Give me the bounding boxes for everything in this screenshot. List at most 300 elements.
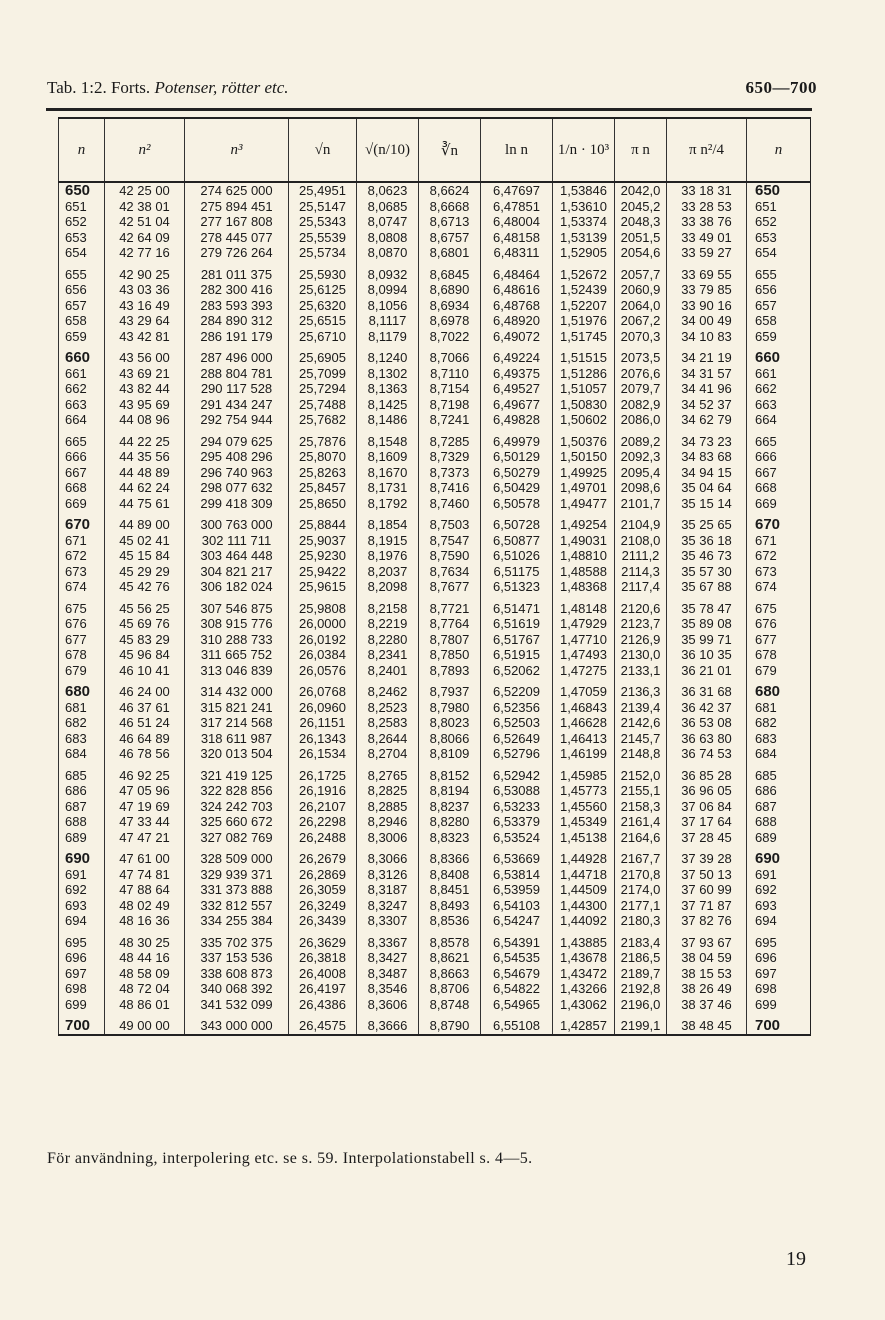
table-cell: 8,0994 xyxy=(357,282,419,298)
table-cell: 47 47 21 xyxy=(105,830,185,846)
table-cell: 2148,8 xyxy=(615,746,667,762)
table-cell: 666 xyxy=(59,449,105,465)
table-cell: 6,50728 xyxy=(481,511,553,533)
table-cell: 34 10 83 xyxy=(667,329,747,345)
table-cell: 2060,9 xyxy=(615,282,667,298)
table-cell: 8,7329 xyxy=(419,449,481,465)
table-cell: 8,8323 xyxy=(419,830,481,846)
table-cell: 25,5147 xyxy=(289,199,357,215)
table-cell: 8,3487 xyxy=(357,966,419,982)
table-cell: 8,2158 xyxy=(357,595,419,617)
table-cell: 310 288 733 xyxy=(185,632,289,648)
table-row xyxy=(59,783,811,799)
table-cell: 26,2488 xyxy=(289,830,357,846)
table-cell: 1,42857 xyxy=(553,1012,615,1035)
table-cell: 25,5343 xyxy=(289,214,357,230)
table-cell: 6,50877 xyxy=(481,533,553,549)
table-cell: 2126,9 xyxy=(615,632,667,648)
table-cell: 328 509 000 xyxy=(185,845,289,867)
table-cell: 6,47697 xyxy=(481,182,553,199)
table-cell: 8,8493 xyxy=(419,898,481,914)
table-cell: 673 xyxy=(747,564,811,580)
table-cell: 45 96 84 xyxy=(105,647,185,663)
table-cell: 26,3439 xyxy=(289,913,357,929)
table-cell: 650 xyxy=(59,182,105,199)
table-cell: 700 xyxy=(59,1012,105,1035)
table-cell: 43 29 64 xyxy=(105,313,185,329)
table-cell: 8,3126 xyxy=(357,867,419,883)
table-row xyxy=(59,245,811,261)
table-cell: 35 04 64 xyxy=(667,480,747,496)
table-cell: 48 86 01 xyxy=(105,997,185,1013)
table-cell: 8,7850 xyxy=(419,647,481,663)
table-cell: 275 894 451 xyxy=(185,199,289,215)
table-cell: 6,53669 xyxy=(481,845,553,867)
table-cell: 2139,4 xyxy=(615,700,667,716)
table-cell: 8,2523 xyxy=(357,700,419,716)
table-cell: 277 167 808 xyxy=(185,214,289,230)
table-cell: 1,51286 xyxy=(553,366,615,382)
table-cell: 317 214 568 xyxy=(185,715,289,731)
table-cell: 8,7503 xyxy=(419,511,481,533)
table-cell: 338 608 873 xyxy=(185,966,289,982)
table-cell: 42 90 25 xyxy=(105,261,185,283)
table-cell: 288 804 781 xyxy=(185,366,289,382)
table-cell: 696 xyxy=(747,950,811,966)
table-cell: 1,46843 xyxy=(553,700,615,716)
table-cell: 1,46413 xyxy=(553,731,615,747)
table-cell: 36 21 01 xyxy=(667,663,747,679)
table-cell: 8,0870 xyxy=(357,245,419,261)
table-cell: 1,51057 xyxy=(553,381,615,397)
table-cell: 1,50376 xyxy=(553,428,615,450)
table-cell: 34 21 19 xyxy=(667,344,747,366)
table-cell: 6,55108 xyxy=(481,1012,553,1035)
table-cell: 36 85 28 xyxy=(667,762,747,784)
table-cell: 670 xyxy=(59,511,105,533)
table-cell: 690 xyxy=(59,845,105,867)
table-cell: 2089,2 xyxy=(615,428,667,450)
table-cell: 1,45773 xyxy=(553,783,615,799)
table-row xyxy=(59,344,811,366)
table-cell: 35 67 88 xyxy=(667,579,747,595)
table-cell: 286 191 179 xyxy=(185,329,289,345)
table-cell: 2123,7 xyxy=(615,616,667,632)
table-cell: 1,47710 xyxy=(553,632,615,648)
table-row xyxy=(59,966,811,982)
table-cell: 1,45985 xyxy=(553,762,615,784)
table-cell: 35 78 47 xyxy=(667,595,747,617)
table-cell: 34 62 79 xyxy=(667,412,747,428)
table-row xyxy=(59,678,811,700)
table-cell: 25,9422 xyxy=(289,564,357,580)
table-cell: 8,3427 xyxy=(357,950,419,966)
table-cell: 36 53 08 xyxy=(667,715,747,731)
table-cell: 2117,4 xyxy=(615,579,667,595)
table-cell: 668 xyxy=(747,480,811,496)
table-cell: 2064,0 xyxy=(615,298,667,314)
table-cell: 8,2219 xyxy=(357,616,419,632)
table-cell: 25,7682 xyxy=(289,412,357,428)
table-cell: 8,7460 xyxy=(419,496,481,512)
table-cell: 34 73 23 xyxy=(667,428,747,450)
table-cell: 8,3066 xyxy=(357,845,419,867)
table-cell: 676 xyxy=(59,616,105,632)
table-row xyxy=(59,282,811,298)
table-cell: 1,53610 xyxy=(553,199,615,215)
table-cell: 692 xyxy=(747,882,811,898)
table-row xyxy=(59,449,811,465)
table-cell: 48 72 04 xyxy=(105,981,185,997)
table-cell: 685 xyxy=(59,762,105,784)
table-cell: 306 182 024 xyxy=(185,579,289,595)
table-cell: 651 xyxy=(59,199,105,215)
table-cell: 47 88 64 xyxy=(105,882,185,898)
table-cell: 655 xyxy=(59,261,105,283)
table-cell: 45 83 29 xyxy=(105,632,185,648)
table-row xyxy=(59,182,811,199)
table-cell: 2079,7 xyxy=(615,381,667,397)
table-cell: 37 93 67 xyxy=(667,929,747,951)
table-cell: 8,1976 xyxy=(357,548,419,564)
table-cell: 698 xyxy=(747,981,811,997)
table-row xyxy=(59,731,811,747)
table-cell: 43 56 00 xyxy=(105,344,185,366)
table-cell: 284 890 312 xyxy=(185,313,289,329)
table-cell: 8,6978 xyxy=(419,313,481,329)
table-cell: 25,9230 xyxy=(289,548,357,564)
table-row xyxy=(59,465,811,481)
table-cell: 675 xyxy=(747,595,811,617)
table-cell: 6,53524 xyxy=(481,830,553,846)
table-cell: 665 xyxy=(59,428,105,450)
table-cell: 8,7198 xyxy=(419,397,481,413)
table-cell: 35 46 73 xyxy=(667,548,747,564)
col-ln: ln n xyxy=(481,118,553,182)
table-cell: 48 58 09 xyxy=(105,966,185,982)
table-row xyxy=(59,632,811,648)
table-cell: 8,8109 xyxy=(419,746,481,762)
table-cell: 654 xyxy=(747,245,811,261)
table-cell: 8,8366 xyxy=(419,845,481,867)
table-cell: 8,8280 xyxy=(419,814,481,830)
table-cell: 680 xyxy=(59,678,105,700)
table-cell: 42 51 04 xyxy=(105,214,185,230)
table-cell: 664 xyxy=(59,412,105,428)
table-cell: 657 xyxy=(747,298,811,314)
table-row xyxy=(59,230,811,246)
table-cell: 8,7110 xyxy=(419,366,481,382)
table-row xyxy=(59,313,811,329)
table-cell: 25,5734 xyxy=(289,245,357,261)
table-cell: 42 38 01 xyxy=(105,199,185,215)
table-cell: 291 434 247 xyxy=(185,397,289,413)
table-cell: 38 37 46 xyxy=(667,997,747,1013)
table-cell: 678 xyxy=(747,647,811,663)
table-cell: 331 373 888 xyxy=(185,882,289,898)
table-cell: 2108,0 xyxy=(615,533,667,549)
table-cell: 45 56 25 xyxy=(105,595,185,617)
table-cell: 8,8023 xyxy=(419,715,481,731)
table-cell: 672 xyxy=(59,548,105,564)
table-cell: 38 26 49 xyxy=(667,981,747,997)
table-cell: 687 xyxy=(747,799,811,815)
table-cell: 696 xyxy=(59,950,105,966)
table-cell: 26,3249 xyxy=(289,898,357,914)
col-sqrt10: √(n/10) xyxy=(357,118,419,182)
table-cell: 47 19 69 xyxy=(105,799,185,815)
table-cell: 8,0932 xyxy=(357,261,419,283)
table-cell: 654 xyxy=(59,245,105,261)
table-cell: 2167,7 xyxy=(615,845,667,867)
table-cell: 8,2644 xyxy=(357,731,419,747)
table-cell: 659 xyxy=(59,329,105,345)
table-cell: 26,3059 xyxy=(289,882,357,898)
table-cell: 8,1117 xyxy=(357,313,419,329)
table-cell: 26,4197 xyxy=(289,981,357,997)
table-body xyxy=(59,182,811,1035)
table-cell: 666 xyxy=(747,449,811,465)
table-row xyxy=(59,564,811,580)
table-cell: 8,6624 xyxy=(419,182,481,199)
table-cell: 25,8650 xyxy=(289,496,357,512)
table-cell: 2114,3 xyxy=(615,564,667,580)
table-cell: 1,44928 xyxy=(553,845,615,867)
table-cell: 26,1916 xyxy=(289,783,357,799)
table-cell: 47 33 44 xyxy=(105,814,185,830)
table-row xyxy=(59,412,811,428)
table-cell: 6,54391 xyxy=(481,929,553,951)
table-cell: 1,47275 xyxy=(553,663,615,679)
table-cell: 1,49031 xyxy=(553,533,615,549)
table-row xyxy=(59,616,811,632)
table-cell: 44 75 61 xyxy=(105,496,185,512)
table-cell: 26,2298 xyxy=(289,814,357,830)
table-cell: 8,1792 xyxy=(357,496,419,512)
table-cell: 2098,6 xyxy=(615,480,667,496)
table-cell: 33 90 16 xyxy=(667,298,747,314)
table-cell: 36 74 53 xyxy=(667,746,747,762)
table-cell: 26,4386 xyxy=(289,997,357,1013)
table-cell: 314 432 000 xyxy=(185,678,289,700)
table-cell: 2199,1 xyxy=(615,1012,667,1035)
table-cell: 8,8578 xyxy=(419,929,481,951)
table-cell: 8,6757 xyxy=(419,230,481,246)
table-cell: 677 xyxy=(59,632,105,648)
table-cell: 2067,2 xyxy=(615,313,667,329)
table-cell: 8,2704 xyxy=(357,746,419,762)
table-cell: 48 30 25 xyxy=(105,929,185,951)
table-cell: 679 xyxy=(59,663,105,679)
table-cell: 2130,0 xyxy=(615,647,667,663)
table-cell: 47 74 81 xyxy=(105,867,185,883)
table-row xyxy=(59,913,811,929)
table-cell: 8,2341 xyxy=(357,647,419,663)
table-cell: 302 111 711 xyxy=(185,533,289,549)
table-cell: 2104,9 xyxy=(615,511,667,533)
table-cell: 8,2765 xyxy=(357,762,419,784)
table-cell: 25,6905 xyxy=(289,344,357,366)
table-cell: 1,49254 xyxy=(553,511,615,533)
table-cell: 6,49224 xyxy=(481,344,553,366)
table-cell: 8,8536 xyxy=(419,913,481,929)
table-cell: 8,8621 xyxy=(419,950,481,966)
table-cell: 1,53139 xyxy=(553,230,615,246)
table-cell: 652 xyxy=(747,214,811,230)
table-cell: 274 625 000 xyxy=(185,182,289,199)
table-cell: 299 418 309 xyxy=(185,496,289,512)
table-cell: 2120,6 xyxy=(615,595,667,617)
table-cell: 8,8152 xyxy=(419,762,481,784)
table-cell: 1,43678 xyxy=(553,950,615,966)
table-cell: 2042,0 xyxy=(615,182,667,199)
table-cell: 42 64 09 xyxy=(105,230,185,246)
table-cell: 8,7764 xyxy=(419,616,481,632)
table-cell: 694 xyxy=(59,913,105,929)
table-cell: 47 05 96 xyxy=(105,783,185,799)
col-n: n xyxy=(59,118,105,182)
table-cell: 332 812 557 xyxy=(185,898,289,914)
table-cell: 8,1486 xyxy=(357,412,419,428)
table-cell: 8,2946 xyxy=(357,814,419,830)
table-cell: 6,54535 xyxy=(481,950,553,966)
table-cell: 8,7241 xyxy=(419,412,481,428)
table-cell: 676 xyxy=(747,616,811,632)
col-pin2: π n²/4 xyxy=(667,118,747,182)
table-cell: 1,50602 xyxy=(553,412,615,428)
table-cell: 34 31 57 xyxy=(667,366,747,382)
table-row xyxy=(59,950,811,966)
table-cell: 26,1725 xyxy=(289,762,357,784)
page-header xyxy=(47,78,817,98)
table-cell: 688 xyxy=(747,814,811,830)
table-cell: 1,45138 xyxy=(553,830,615,846)
table-cell: 334 255 384 xyxy=(185,913,289,929)
table-cell: 8,1302 xyxy=(357,366,419,382)
table-cell: 664 xyxy=(747,412,811,428)
table-cell: 677 xyxy=(747,632,811,648)
table-cell: 1,45560 xyxy=(553,799,615,815)
table-cell: 37 39 28 xyxy=(667,845,747,867)
table-cell: 6,53088 xyxy=(481,783,553,799)
table-cell: 1,43885 xyxy=(553,929,615,951)
table-cell: 34 94 15 xyxy=(667,465,747,481)
table-cell: 8,1854 xyxy=(357,511,419,533)
table-cell: 2170,8 xyxy=(615,867,667,883)
table-cell: 657 xyxy=(59,298,105,314)
table-cell: 669 xyxy=(747,496,811,512)
table-cell: 2192,8 xyxy=(615,981,667,997)
table-cell: 6,52062 xyxy=(481,663,553,679)
table-cell: 1,48810 xyxy=(553,548,615,564)
table-cell: 26,4008 xyxy=(289,966,357,982)
table-cell: 8,2280 xyxy=(357,632,419,648)
table-cell: 6,50429 xyxy=(481,480,553,496)
table-cell: 662 xyxy=(747,381,811,397)
table-cell: 279 726 264 xyxy=(185,245,289,261)
table-cell: 6,51471 xyxy=(481,595,553,617)
table-cell: 25,8457 xyxy=(289,480,357,496)
table-cell: 656 xyxy=(747,282,811,298)
table-cell: 2101,7 xyxy=(615,496,667,512)
table-cell: 1,44718 xyxy=(553,867,615,883)
table-cell: 322 828 856 xyxy=(185,783,289,799)
table-cell: 1,47059 xyxy=(553,678,615,700)
table-cell: 8,6890 xyxy=(419,282,481,298)
table-cell: 1,49477 xyxy=(553,496,615,512)
table-cell: 26,3818 xyxy=(289,950,357,966)
continued-label: Forts. xyxy=(110,78,151,97)
table-cell: 43 82 44 xyxy=(105,381,185,397)
table-cell: 674 xyxy=(59,579,105,595)
table-cell: 1,43266 xyxy=(553,981,615,997)
table-cell: 6,50129 xyxy=(481,449,553,465)
table-cell: 8,2401 xyxy=(357,663,419,679)
table-cell: 26,0960 xyxy=(289,700,357,716)
table-cell: 36 96 05 xyxy=(667,783,747,799)
table-cell: 26,3629 xyxy=(289,929,357,951)
table-cell: 8,3606 xyxy=(357,997,419,1013)
table-cell: 1,44509 xyxy=(553,882,615,898)
table-cell: 8,3307 xyxy=(357,913,419,929)
table-cell: 46 37 61 xyxy=(105,700,185,716)
table-cell: 6,54679 xyxy=(481,966,553,982)
page-number: 19 xyxy=(786,1248,806,1270)
table-cell: 38 15 53 xyxy=(667,966,747,982)
table-cell: 2070,3 xyxy=(615,329,667,345)
table-row xyxy=(59,579,811,595)
table-cell: 43 69 21 xyxy=(105,366,185,382)
table-cell: 690 xyxy=(747,845,811,867)
table-cell: 6,48464 xyxy=(481,261,553,283)
table-cell: 325 660 672 xyxy=(185,814,289,830)
table-cell: 700 xyxy=(747,1012,811,1035)
table-cell: 46 92 25 xyxy=(105,762,185,784)
table-cell: 661 xyxy=(59,366,105,382)
table-cell: 695 xyxy=(59,929,105,951)
table-cell: 2174,0 xyxy=(615,882,667,898)
table-cell: 8,1179 xyxy=(357,329,419,345)
table-cell: 35 25 65 xyxy=(667,511,747,533)
table-cell: 1,48368 xyxy=(553,579,615,595)
table-cell: 663 xyxy=(59,397,105,413)
table-cell: 683 xyxy=(59,731,105,747)
table-cell: 1,52207 xyxy=(553,298,615,314)
table-cell: 44 35 56 xyxy=(105,449,185,465)
table-cell: 697 xyxy=(59,966,105,982)
table-cell: 25,7876 xyxy=(289,428,357,450)
table-cell: 6,52209 xyxy=(481,678,553,700)
table-cell: 671 xyxy=(59,533,105,549)
table-cell: 278 445 077 xyxy=(185,230,289,246)
table-row xyxy=(59,746,811,762)
table-cell: 46 64 89 xyxy=(105,731,185,747)
table-cell: 8,2037 xyxy=(357,564,419,580)
table-cell: 42 25 00 xyxy=(105,182,185,199)
table-cell: 1,51976 xyxy=(553,313,615,329)
table-cell: 37 28 45 xyxy=(667,830,747,846)
table-cell: 8,3187 xyxy=(357,882,419,898)
table-cell: 8,6845 xyxy=(419,261,481,283)
table-cell: 8,2885 xyxy=(357,799,419,815)
table-cell: 2054,6 xyxy=(615,245,667,261)
table-cell: 660 xyxy=(59,344,105,366)
table-cell: 311 665 752 xyxy=(185,647,289,663)
table-cell: 687 xyxy=(59,799,105,815)
table-cell: 33 18 31 xyxy=(667,182,747,199)
table-cell: 44 62 24 xyxy=(105,480,185,496)
table-cell: 2076,6 xyxy=(615,366,667,382)
